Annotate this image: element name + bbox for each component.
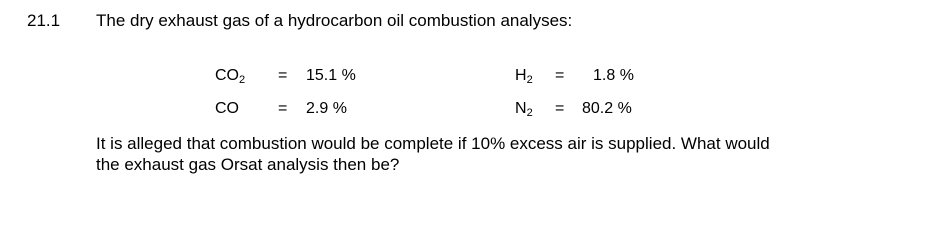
value-co2: 15.1 % — [306, 67, 356, 84]
question-intro: The dry exhaust gas of a hydrocarbon oil combustion analyses: — [96, 11, 573, 30]
gas-subscript: 2 — [526, 107, 533, 119]
gas-label-h2 — [515, 66, 533, 87]
value-co: 2.9 % — [306, 100, 347, 117]
value-h2: 1.8 % — [593, 67, 634, 84]
gas-main: CO — [215, 67, 239, 84]
equals-sign: = — [555, 100, 565, 117]
body-line: It is alleged that combustion would be complete if 10% excess air is supplied. What would — [96, 134, 770, 153]
gas-label-co — [215, 99, 239, 120]
gas-subscript: 2 — [239, 74, 246, 86]
gas-main: N — [515, 100, 527, 117]
equals-sign: = — [555, 67, 565, 84]
gas-label-n2 — [515, 99, 533, 120]
body-line: the exhaust gas Orsat analysis then be? — [96, 155, 400, 174]
gas-label-co2 — [215, 66, 245, 87]
gas-main: H — [515, 67, 527, 84]
equals-sign: = — [278, 100, 288, 117]
gas-subscript: 2 — [526, 74, 533, 86]
question-number: 21.1 — [27, 11, 61, 30]
gas-main: CO — [215, 100, 239, 117]
equals-sign: = — [278, 67, 288, 84]
value-n2: 80.2 % — [582, 100, 632, 117]
question-body — [96, 133, 770, 175]
